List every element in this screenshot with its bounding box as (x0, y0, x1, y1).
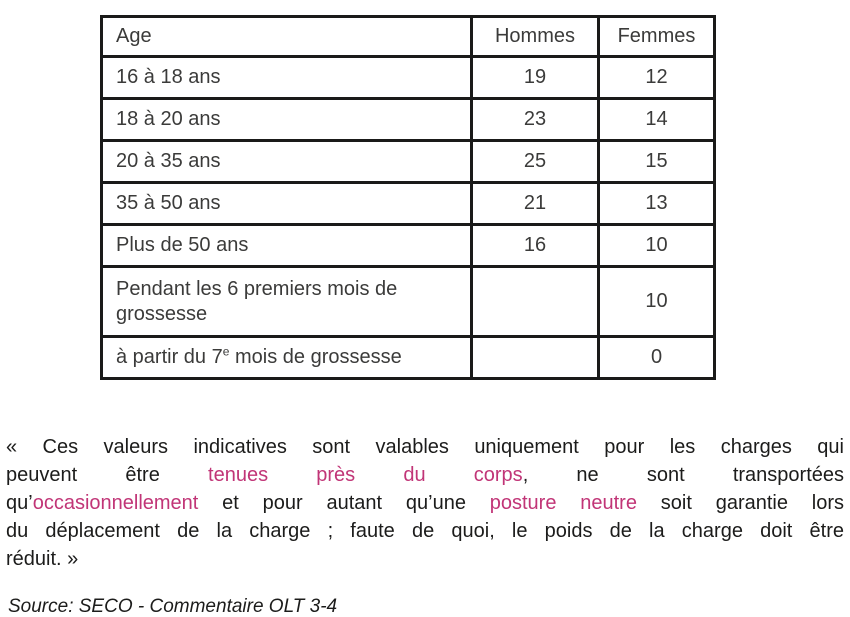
age-cell (102, 337, 472, 379)
table-row (102, 267, 715, 337)
note-line (6, 517, 844, 545)
note-text: qu’ (6, 492, 33, 514)
femmes-cell: 15 (599, 141, 715, 183)
note-text: peuvent être (6, 464, 209, 486)
hommes-cell: 23 (472, 99, 599, 141)
note-text: , ne sont transportées (522, 464, 845, 486)
femmes-cell: 10 (599, 267, 715, 337)
source-line: Source: SECO - Commentaire OLT 3-4 (8, 596, 338, 617)
hommes-cell (472, 337, 599, 379)
age-text: à partir du 7 (116, 346, 223, 368)
col-header-hommes: Hommes (472, 17, 599, 57)
ordinal-superscript: e (222, 344, 230, 359)
col-header-age: Age (102, 17, 472, 57)
note-line (6, 489, 844, 517)
table-header-row (102, 17, 715, 57)
note-text: du déplacement de la charge ; faute de quoi, le poids de la charge doit être (6, 520, 844, 542)
highlighted-phrase: posture neutre (489, 492, 637, 514)
age-text: mois de grossesse (229, 346, 402, 368)
weight-limits-table (100, 15, 716, 380)
age-cell: 35 à 50 ans (102, 183, 472, 225)
note-text: « Ces valeurs indicatives sont valables uniquement pour les charges qui (6, 436, 844, 458)
note-line (6, 545, 844, 573)
note-line (6, 461, 844, 489)
femmes-cell: 10 (599, 225, 715, 267)
table-row (102, 337, 715, 379)
table-row (102, 141, 715, 183)
femmes-cell: 14 (599, 99, 715, 141)
table-row (102, 57, 715, 99)
col-header-femmes: Femmes (599, 17, 715, 57)
table-row (102, 183, 715, 225)
table-row (102, 99, 715, 141)
hommes-cell: 25 (472, 141, 599, 183)
age-cell: 16 à 18 ans (102, 57, 472, 99)
hommes-cell: 19 (472, 57, 599, 99)
femmes-cell: 13 (599, 183, 715, 225)
hommes-cell: 16 (472, 225, 599, 267)
note-text: soit garantie lors (636, 492, 845, 514)
note-text: et pour autant qu’une (198, 492, 490, 514)
note-paragraph (6, 433, 844, 573)
age-cell: Plus de 50 ans (102, 225, 472, 267)
age-cell: 20 à 35 ans (102, 141, 472, 183)
highlighted-phrase: occasionnellement (32, 492, 199, 514)
note-line (6, 433, 844, 461)
hommes-cell: 21 (472, 183, 599, 225)
highlighted-phrase: tenues près du corps (208, 464, 523, 486)
document-page (0, 15, 850, 617)
note-text: réduit. » (6, 548, 79, 570)
hommes-cell (472, 267, 599, 337)
femmes-cell: 0 (599, 337, 715, 379)
age-cell: 18 à 20 ans (102, 99, 472, 141)
femmes-cell: 12 (599, 57, 715, 99)
table-row (102, 225, 715, 267)
age-cell: Pendant les 6 premiers mois de grossesse (102, 267, 472, 337)
